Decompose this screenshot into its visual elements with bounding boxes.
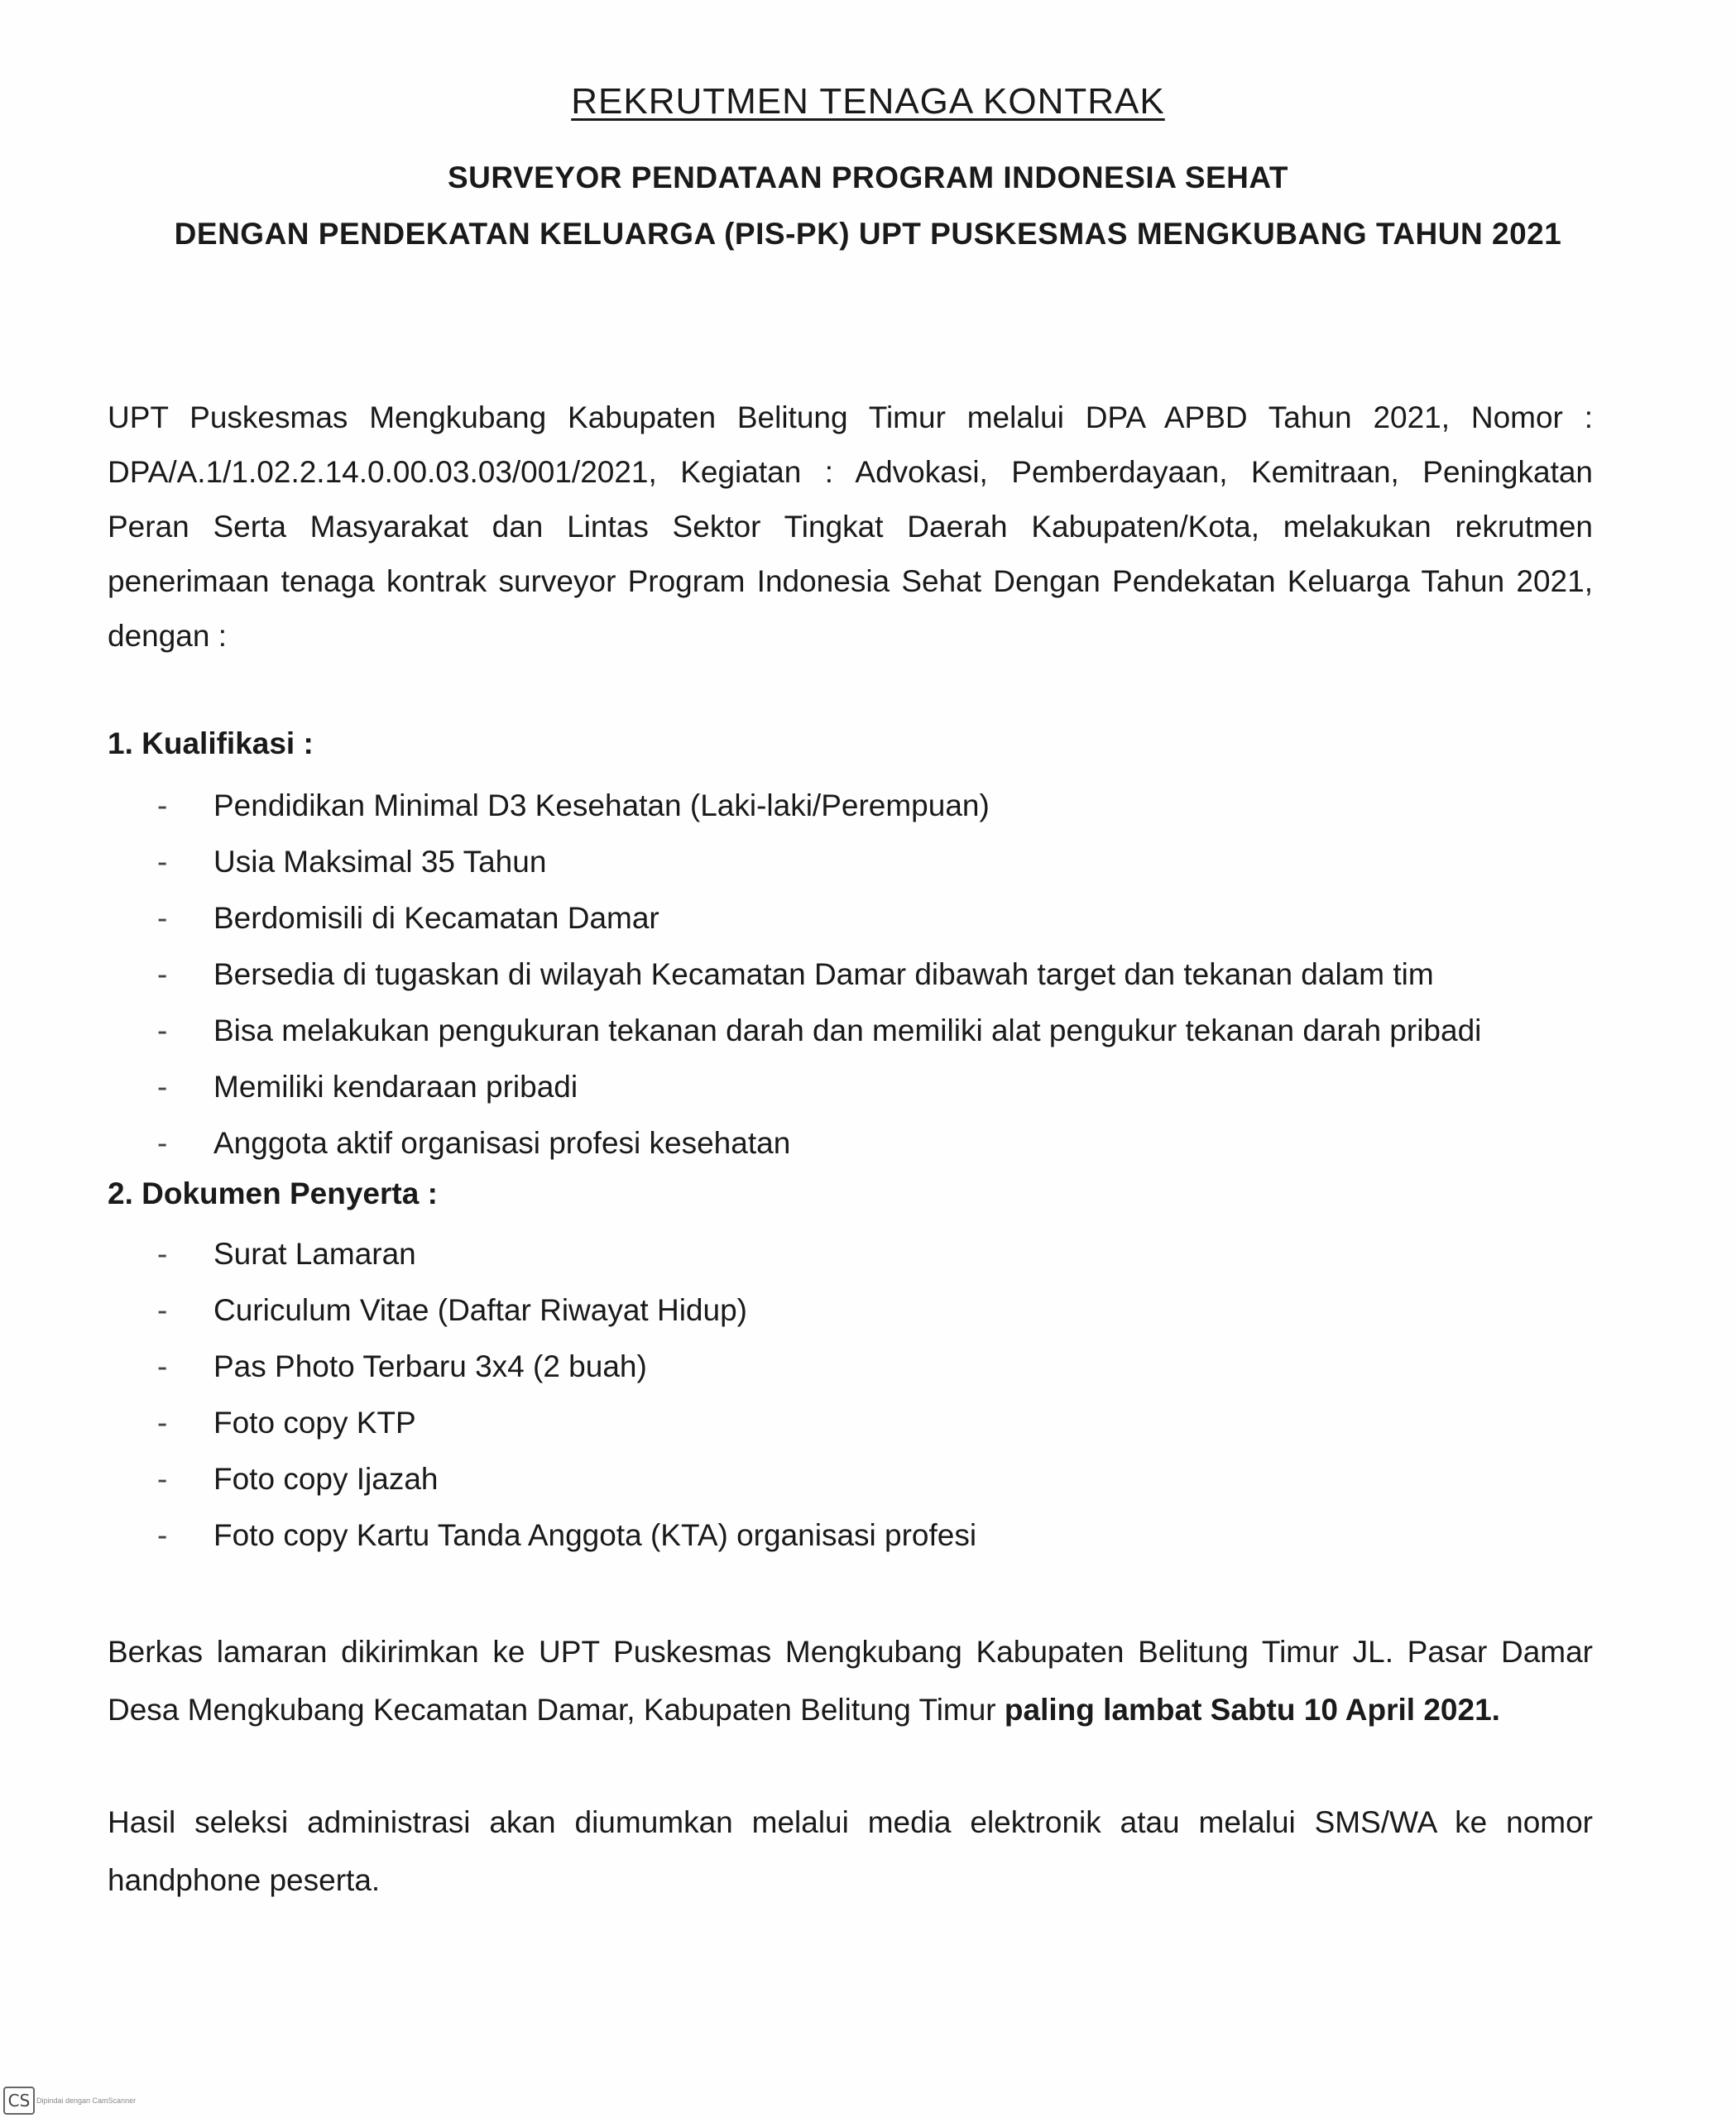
bullet-dash: -	[157, 957, 168, 991]
bullet-dash: -	[157, 845, 168, 879]
document-title-text: REKRUTMEN TENAGA KONTRAK	[571, 81, 1165, 122]
closing-deadline: paling lambat Sabtu 10 April 2021.	[1004, 1693, 1500, 1727]
document-title	[0, 81, 1736, 122]
bullet-dash: -	[157, 1237, 168, 1271]
list-item	[157, 1451, 976, 1507]
list-item-text: Surat Lamaran	[213, 1237, 416, 1271]
bullet-dash: -	[157, 788, 168, 822]
qualification-list	[157, 778, 1481, 1172]
list-item	[157, 1059, 1481, 1115]
list-item	[157, 778, 1481, 834]
list-item-text: Anggota aktif organisasi profesi kesehatan	[213, 1126, 791, 1160]
list-item	[157, 834, 1481, 890]
qualification-heading: 1. Kualifikasi :	[108, 726, 314, 760]
result-paragraph: Hasil seleksi administrasi akan diumumkan melalui media elektronik atau melalui SMS/WA ke nomor handphone peserta.	[108, 1805, 1593, 1897]
bullet-dash: -	[157, 1070, 168, 1104]
document-subtitle-line-2: DENGAN PENDEKATAN KELUARGA (PIS-PK) UPT PUSKESMAS MENGKUBANG TAHUN 2021	[174, 217, 1562, 251]
bullet-dash: -	[157, 1126, 168, 1160]
list-item-text: Foto copy Kartu Tanda Anggota (KTA) organisasi profesi	[213, 1518, 977, 1552]
list-item	[157, 1282, 976, 1339]
bullet-dash: -	[157, 1293, 168, 1327]
list-item	[157, 1226, 976, 1282]
documents-heading: 2. Dokumen Penyerta :	[108, 1176, 438, 1210]
document-subtitle-line-1: SURVEYOR PENDATAAN PROGRAM INDONESIA SEHAT	[448, 161, 1288, 194]
bullet-dash: -	[157, 1406, 168, 1440]
list-item-text: Foto copy Ijazah	[213, 1462, 439, 1496]
intro-paragraph: UPT Puskesmas Mengkubang Kabupaten Belitung Timur melalui DPA APBD Tahun 2021, Nomor : DPA/A.1/1.02.2.14.0.00.03.03/001/2021, Kegiatan : Advokasi, Pemberdayaan, Kemitraan, Peningkatan Peran Serta Masyarakat dan Lintas Sektor Tingkat Daerah Kabupaten/Kota, melakukan rekrutmen penerimaan tenaga kontrak surveyor Program Indonesia Sehat Dengan Pendekatan Keluarga Tahun 2021, dengan :	[108, 400, 1593, 653]
bullet-dash: -	[157, 1518, 168, 1552]
list-item	[157, 1115, 1481, 1172]
list-item-text: Pas Photo Terbaru 3x4 (2 buah)	[213, 1349, 647, 1383]
list-item	[157, 890, 1481, 946]
list-item-text: Bisa melakukan pengukuran tekanan darah dan memiliki alat pengukur tekanan darah pribadi	[213, 1013, 1482, 1047]
list-item	[157, 1003, 1481, 1059]
list-item	[157, 1395, 976, 1451]
list-item-text: Usia Maksimal 35 Tahun	[213, 845, 547, 879]
list-item-text: Berdomisili di Kecamatan Damar	[213, 901, 659, 935]
bullet-dash: -	[157, 1349, 168, 1383]
list-item-text: Memiliki kendaraan pribadi	[213, 1070, 578, 1104]
list-item-text: Foto copy KTP	[213, 1406, 416, 1440]
camscanner-logo-icon: CS	[3, 2087, 35, 2115]
list-item-text: Curiculum Vitae (Daftar Riwayat Hidup)	[213, 1293, 747, 1327]
bullet-dash: -	[157, 1462, 168, 1496]
closing-paragraph	[108, 1623, 1593, 1739]
list-item-text: Bersedia di tugaskan di wilayah Kecamatan Damar dibawah target dan tekanan dalam tim	[213, 957, 1434, 991]
list-item-text: Pendidikan Minimal D3 Kesehatan (Laki-laki/Perempuan)	[213, 788, 990, 822]
bullet-dash: -	[157, 1013, 168, 1047]
camscanner-caption: Dipindai dengan CamScanner	[36, 2096, 137, 2105]
documents-list	[157, 1226, 976, 1564]
bullet-dash: -	[157, 901, 168, 935]
list-item	[157, 946, 1481, 1003]
list-item	[157, 1339, 976, 1395]
list-item	[157, 1507, 976, 1564]
closing-text: Berkas lamaran dikirimkan ke UPT Puskesmas Mengkubang Kabupaten Belitung Timur JL. Pasar Damar Desa Mengkubang Kecamatan Damar, Kabupaten Belitung Timur	[108, 1635, 1593, 1727]
